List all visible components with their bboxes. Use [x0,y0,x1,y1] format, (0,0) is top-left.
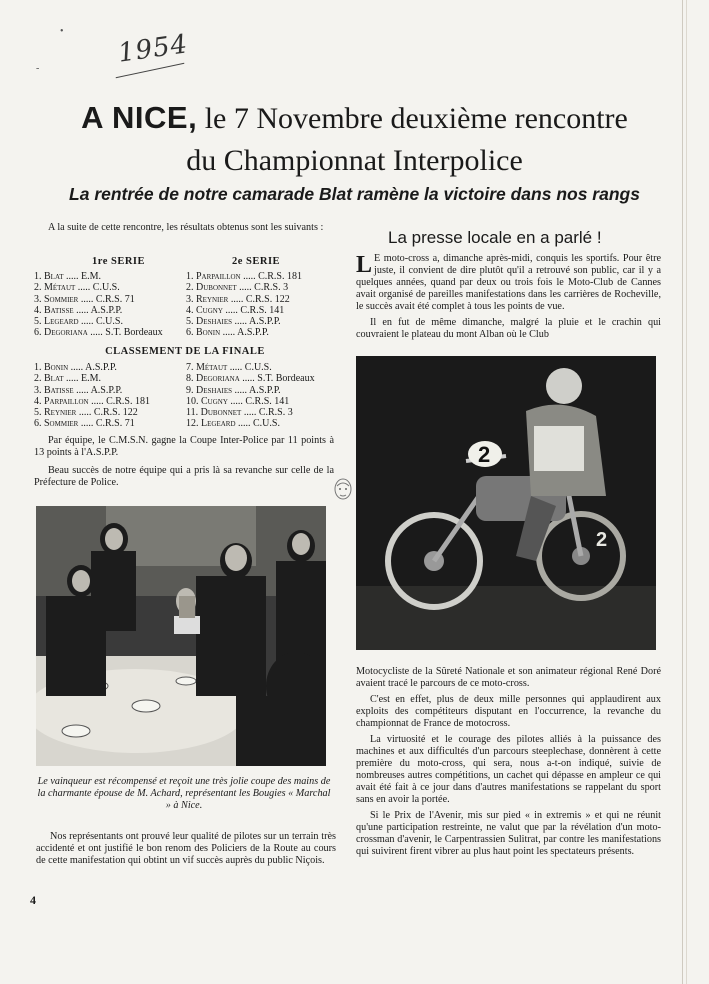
headline-line1 [0,100,709,136]
result-club: C.R.S. 181 [106,395,150,407]
leader-dots: ..... [63,271,82,282]
result-club: C.R.S. 71 [95,418,135,430]
serie1-heading: 1re SERIE [92,256,146,267]
result-club: S.T. Bordeaux [257,373,315,385]
result-name: Dubonnet [196,282,237,294]
right-column-bottom-text [356,666,661,862]
sketch-portrait-icon [330,476,358,506]
result-name: Parpaillon [196,271,241,282]
result-rank: 3. [186,293,196,305]
result-rank: 10. [186,395,201,407]
result-row [186,418,315,429]
result-club: C.R.S. 3 [258,407,293,419]
right-paragraph-5: La virtuosité et le courage des pilotes alliés à la puissance des machines et aux difficultés d'un parcours steeplechase, donnèrent à cette première du moto-cross, qui sera, nous a-t-on indiqué, suivie de nombreuses autres compétitions, un cachet qui dépasse en ampleur ce qui avait été fait à ce jour dans d'autres manifestations se rappelant du sport sans en avoir la portée. [356,734,661,805]
serie2-list [186,271,302,339]
result-row [186,373,315,384]
result-club: E.M. [81,271,102,282]
result-row [34,327,163,338]
result-rank: 4. [34,304,44,316]
headline-bold: A NICE, [81,100,198,135]
result-name: Parpaillon [44,395,89,407]
right-column-title: La presse locale en a parlé ! [388,228,602,247]
leader-dots: ..... [232,384,249,396]
result-row [186,385,315,396]
result-name: Dubonnet [200,407,242,419]
dropcap: L [356,252,373,278]
leader-dots: ..... [87,327,106,339]
result-club: A.S.P.P. [90,304,123,316]
race-number: 2 [478,442,491,467]
headline-rest: le 7 Novembre deuxième rencontre [197,102,628,135]
result-name: Legeard [44,316,79,328]
result-club: C.R.S. 122 [245,293,290,305]
result-rank: 3. [34,384,44,396]
result-row [34,407,150,418]
leader-dots: ..... [73,304,91,316]
result-club: S.T. Bordeaux [105,327,163,339]
result-row [34,396,150,407]
result-name: Batisse [44,384,74,396]
result-club: E.M. [81,373,102,385]
page-number: 4 [30,893,36,907]
result-name: Legeard [201,418,236,430]
result-row [34,373,150,384]
scan-speck: • [60,26,64,37]
finale-list-right [186,362,315,430]
leader-dots: ..... [63,373,82,385]
leader-dots: ..... [235,418,253,430]
result-name: Métaut [44,282,76,294]
result-club: C.U.S. [92,282,120,294]
result-name: Degoriana [44,327,88,339]
leader-dots: ..... [232,316,249,328]
result-row [34,294,163,305]
result-club: C.U.S. [244,362,272,373]
leader-dots: ..... [220,327,238,339]
result-club: A.S.P.P. [90,384,123,396]
result-rank: 6. [34,418,44,430]
leader-dots: ..... [227,362,245,373]
result-name: Blat [44,373,64,385]
result-row [34,316,163,327]
result-club: C.R.S. 181 [258,271,302,282]
result-club: C.R.S. 71 [95,293,135,305]
right-paragraph-3: Motocycliste de la Sûreté Nationale et son animateur régional René Doré avaient tracé le parcours de ce moto-cross. [356,666,661,689]
serie1-list [34,271,163,339]
result-rank: 12. [186,418,201,430]
leader-dots: ..... [73,384,91,396]
right-paragraph-1: E moto-cross a, dimanche après-midi, conquis les sportifs. Pour être juste, il convient de dire plutôt qu'il a retrouvé son public, car il y a quelques années, quand par deux ou trois fois le Moto-Club de Cannes avait organisé de pareilles manifestations dans les carrières de Rocheville, le succès avait été complet à tous les points de vue. [356,253,661,312]
leader-dots: ..... [78,293,96,305]
result-row [34,271,163,282]
result-club: C.U.S. [253,418,280,430]
result-name: Reynier [196,293,229,305]
leader-dots: ..... [228,293,246,305]
finale-list-left [34,362,150,430]
result-rank: 2. [34,373,44,385]
scan-speck: - [36,63,40,74]
result-club: C.R.S. 141 [240,304,285,316]
result-rank: 9. [186,384,196,396]
result-rank: 6. [34,327,44,339]
result-name: Cugny [196,304,223,316]
leader-dots: ..... [227,395,246,407]
result-row [34,418,150,429]
result-name: Blat [44,271,64,282]
leader-dots: ..... [78,316,96,328]
handwritten-year: 1954 [116,29,190,69]
right-paragraph-6: Si le Prix de l'Avenir, mis sur pied « in extremis » et qui ne réunit qu'une participation restreinte, ne valut que par la révélation d'un moto-crossman d'avenir, le Carpentrassien Sulitrat, par contre les manifestations qui suivirent firent vibrer au plus haut point les spectateurs présents. [356,810,661,857]
result-club: C.R.S. 3 [254,282,289,294]
result-rank: 4. [34,395,44,407]
right-paragraph-4: C'est en effet, plus de deux mille personnes qui applaudirent aux exploits des compétiteurs disputant en l'occurrence, la revanche du championnat de France de motocross. [356,694,661,729]
award-ceremony-photo [36,506,326,766]
result-rank: 1. [186,271,196,282]
result-club: A.S.P.P. [85,362,117,373]
result-club: A.S.P.P. [248,316,281,328]
result-name: Reynier [44,407,77,419]
leader-dots: ..... [241,407,259,419]
result-row [186,271,302,282]
result-row [186,407,315,418]
result-row [186,282,302,293]
result-row [186,305,302,316]
result-name: Bonin [196,327,221,339]
result-rank: 6. [186,327,196,339]
right-paragraph-2: Il en fut de même dimanche, malgré la pluie et le crachin qui couvraient le plateau du mont Alban où le Club [356,317,661,340]
result-rank: 5. [34,407,44,419]
result-rank: 7. [186,362,196,373]
leader-dots: ..... [239,373,258,385]
result-name: Sommier [44,418,79,430]
result-name: Sommier [44,293,79,305]
finale-heading: CLASSEMENT DE LA FINALE [105,346,265,357]
result-club: C.U.S. [96,316,123,328]
leader-dots: ..... [75,282,93,294]
result-name: Deshaies [196,316,233,328]
result-name: Degoriana [196,373,240,385]
result-row [186,327,302,338]
result-rank: 5. [34,316,44,328]
leader-dots: ..... [88,395,107,407]
result-name: Bonin [44,362,69,373]
leader-dots: ..... [76,407,94,419]
serie2-heading: 2e SERIE [232,256,281,267]
result-rank: 1. [34,362,44,373]
subtitle: La rentrée de notre camarade Blat ramène la victoire dans nos rangs [69,184,640,204]
result-club: C.R.S. 122 [93,407,138,419]
result-club: C.R.S. 141 [245,395,290,407]
race-number: 2 [596,529,608,551]
result-row [186,294,302,305]
revanche-text: Beau succès de notre équipe qui a pris là sa revanche sur celle de la Préfecture de Police. [34,465,334,488]
result-row [186,396,315,407]
leader-dots: ..... [240,271,259,282]
result-name: Deshaies [196,384,233,396]
leader-dots: ..... [222,304,241,316]
right-column-top-text [356,253,661,345]
result-rank: 3. [34,293,44,305]
motocross-rider-photo [356,356,656,650]
result-rank: 8. [186,373,196,385]
result-row [34,362,150,373]
result-name: Cugny [201,395,228,407]
leader-dots: ..... [78,418,96,430]
team-result-text: Par équipe, le C.M.S.N. gagne la Coupe Inter-Police par 11 points à 13 points à l'A.S.P.P. [34,435,334,458]
bottom-left-text: Nos représentants ont prouvé leur qualité de pilotes sur un terrain très accidenté et ont justifié le bon renom des Policiers de la Route au cours de cette manifestation qui obtint un vif succès auprès du public Niçois. [36,831,336,866]
result-rank: 11. [186,407,201,419]
headline-line2: du Championnat Interpolice [186,144,523,177]
leader-dots: ..... [68,362,86,373]
result-row [34,305,163,316]
result-rank: 1. [34,271,44,282]
leader-dots: ..... [236,282,255,294]
result-rank: 2. [34,282,44,294]
result-club: A.S.P.P. [237,327,269,339]
result-club: A.S.P.P. [248,384,281,396]
photo-caption: Le vainqueur est récompensé et reçoit une très jolie coupe des mains de la charmante épouse de M. Achard, représentant les Bougies « Marchal » à Nice. [37,776,331,812]
intro-text: A la suite de cette rencontre, les résultats obtenus sont les suivants : [48,222,324,233]
result-rank: 4. [186,304,196,316]
result-rank: 5. [186,316,196,328]
result-row [186,316,302,327]
result-rank: 2. [186,282,196,294]
result-name: Métaut [196,362,228,373]
result-row [34,385,150,396]
result-name: Batisse [44,304,74,316]
result-row [186,362,315,373]
result-row [34,282,163,293]
